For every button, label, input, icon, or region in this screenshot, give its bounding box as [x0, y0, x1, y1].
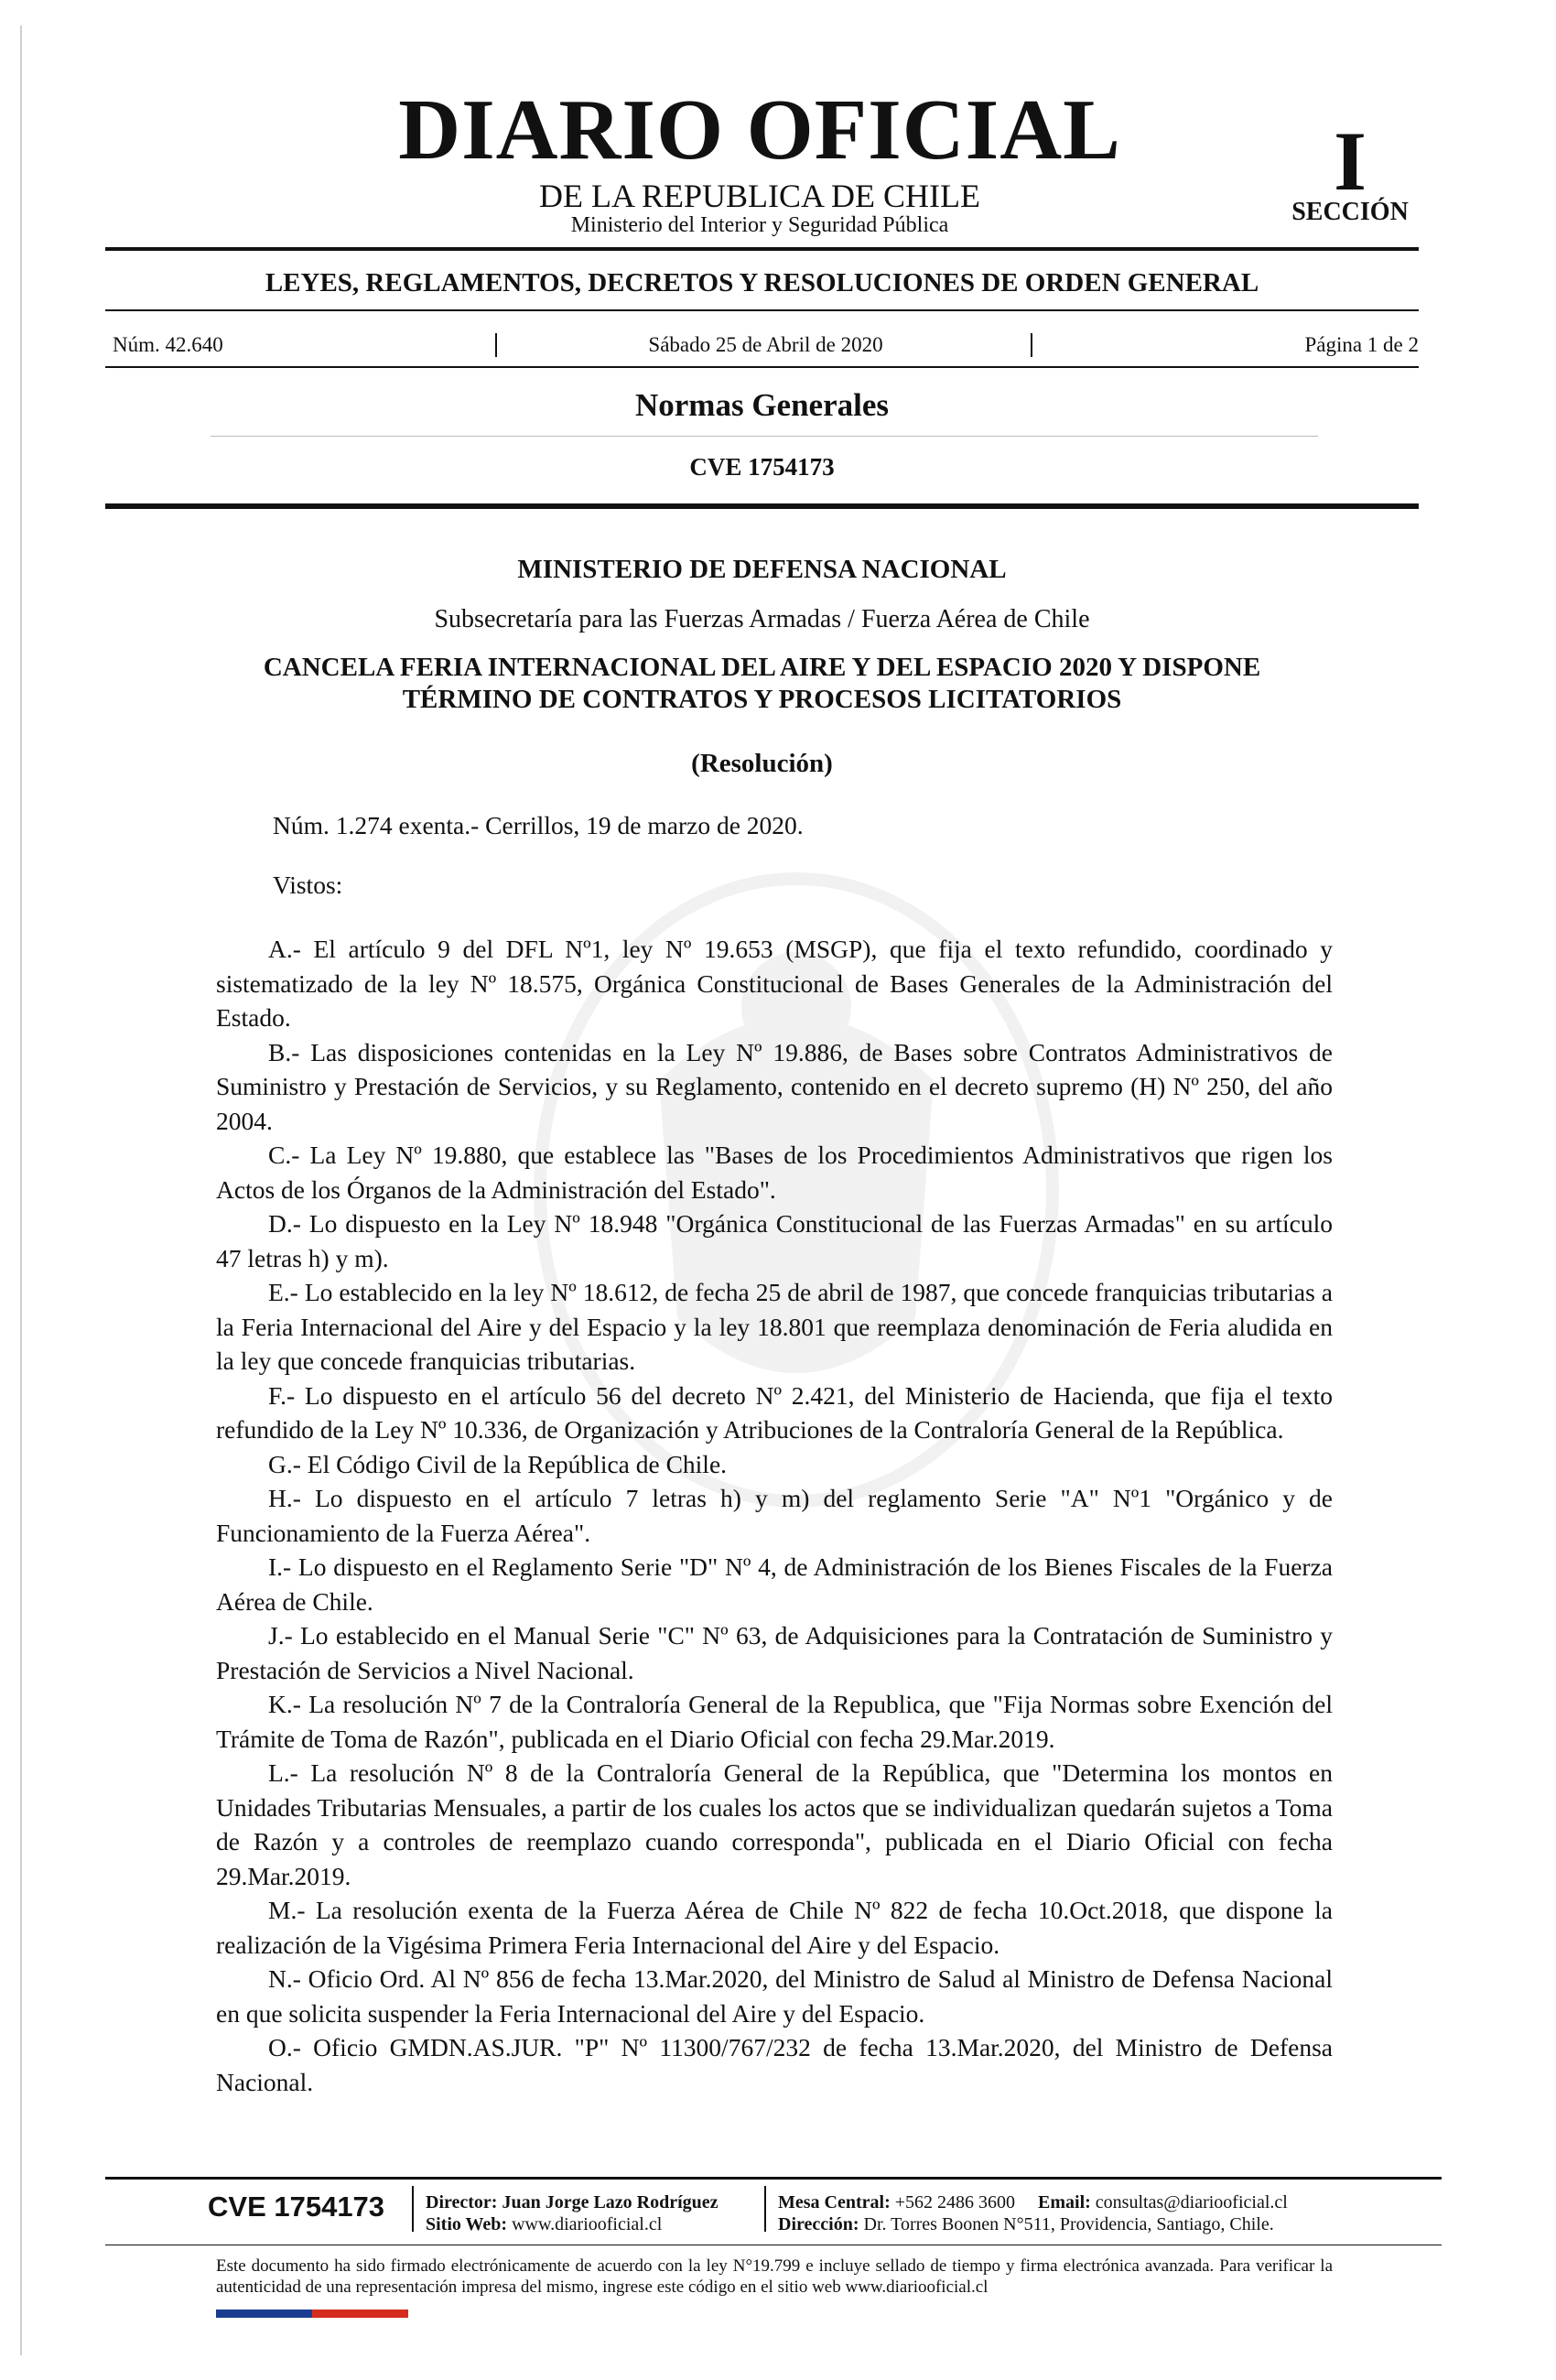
category-heading: Normas Generales — [634, 387, 889, 423]
issue-meta-row — [113, 331, 1419, 359]
vistos-label: Vistos: — [273, 871, 343, 899]
visto-item: H.- Lo dispuesto en el artículo 7 letras h) y m) del reglamento Serie "A" Nº1 "Orgánico y de Funcionamiento de la Fuerza Aérea". — [216, 1484, 1333, 1547]
vistos-list — [216, 932, 1333, 2099]
visto-item: A.- El artículo 9 del DFL Nº1, ley Nº 19.653 (MSGP), que fija el texto refundido, coordinado y sistematizado de la ley Nº 18.575, Orgánica Constitucional de Bases Generales de la Administración del Estado. — [216, 935, 1333, 1032]
footer-cve-code: CVE 1754173 — [208, 2191, 385, 2223]
section-label: SECCIÓN — [1291, 198, 1409, 226]
header-thick-rule — [105, 503, 1419, 509]
document-type: (Resolución) — [691, 749, 833, 778]
visto-item: L.- La resolución Nº 8 de la Contraloría General de la República, que "Determina los montos en Unidades Tributarias Mensuales, a partir de los cuales los actos que se individualizan quedarán sujetos a Toma de Razón y a controles de reemplazo cuando corresponda", publicada en el Diario Oficial con fecha 29.Mar.2019. — [216, 1758, 1333, 1890]
footer-separator — [764, 2186, 766, 2232]
masthead-rule — [105, 247, 1419, 251]
resolution-title-line: TÉRMINO DE CONTRATOS Y PROCESOS LICITATORIOS — [402, 685, 1122, 714]
category-divider — [211, 436, 1318, 437]
email-label: Email: — [1038, 2192, 1091, 2212]
visto-item: K.- La resolución Nº 7 de la Contraloría General de la Republica, que "Fija Normas sobre Exención del Trámite de Toma de Razón", publicada en el Diario Oficial con fecha 29.Mar.2019. — [216, 1690, 1333, 1753]
site-label: Sitio Web: — [426, 2214, 508, 2234]
scan-edge-line — [20, 26, 22, 2355]
footer-rule-top — [105, 2177, 1442, 2180]
visto-item: J.- Lo establecido en el Manual Serie "C" Nº 63, de Adquisiciones para la Contratación de Suministro y Prestación de Servicios a Nivel Nacional. — [216, 1621, 1333, 1684]
newspaper-title: DIARIO OFICIAL — [398, 82, 1121, 178]
address-value: Dr. Torres Boonen N°511, Providencia, Santiago, Chile. — [863, 2214, 1274, 2234]
issue-date: Sábado 25 de Abril de 2020 — [648, 333, 883, 356]
masthead — [101, 82, 1419, 247]
visto-item: I.- Lo dispuesto en el Reglamento Serie "D" Nº 4, de Administración de los Bienes Fiscales de la Fuerza Aérea de Chile. — [216, 1552, 1333, 1616]
resolution-title — [105, 652, 1419, 716]
visto-item: N.- Oficio Ord. Al Nº 856 de fecha 13.Mar.2020, del Ministro de Salud al Ministro de Defensa Nacional en que solicita suspender la Feria Internacional del Aire y del Espacio. — [216, 1964, 1333, 2028]
flag-stripe-blue — [216, 2310, 312, 2318]
newspaper-subtitle: DE LA REPUBLICA DE CHILE — [539, 178, 980, 214]
ministry-line: Ministerio del Interior y Seguridad Pública — [570, 213, 949, 237]
footer-authenticity-note: Este documento ha sido firmado electrónicamente de acuerdo con la ley N°19.799 e incluye sellado de tiempo y firma electrónica avanzada. Para verificar la autenticidad de una representación impresa del mismo, ingrese este código en el sitio web www.diariooficial.cl — [216, 2256, 1333, 2297]
section-number: I — [1334, 114, 1367, 208]
flag-stripe-red — [312, 2310, 408, 2318]
resolution-number-line: Núm. 1.274 exenta.- Cerrillos, 19 de marzo de 2020. — [273, 811, 804, 839]
visto-item: O.- Oficio GMDN.AS.JUR. "P" Nº 11300/767/232 de fecha 13.Mar.2020, del Ministro de Defensa Nacional. — [216, 2033, 1333, 2096]
visto-item: C.- La Ley Nº 19.880, que establece las "Bases de los Procedimientos Administrativos que rigen los Actos de los Órganos de la Administración del Estado". — [216, 1141, 1333, 1204]
site-url[interactable]: www.diariooficial.cl — [512, 2214, 663, 2234]
footer-contact-block — [778, 2191, 1288, 2235]
phone-label: Mesa Central: — [778, 2192, 891, 2212]
visto-item: B.- Las disposiciones contenidas en la Ley Nº 19.886, de Bases sobre Contratos Administrativos de Suministro y Prestación de Servicios, y su Reglamento, contenido en el decreto supremo (H) Nº 250, del año 2004. — [216, 1037, 1333, 1135]
address-label: Dirección: — [778, 2214, 859, 2234]
email-value[interactable]: consultas@diariooficial.cl — [1095, 2192, 1288, 2212]
ministry-heading: MINISTERIO DE DEFENSA NACIONAL — [517, 555, 1007, 584]
visto-item: E.- Lo establecido en la ley Nº 18.612, de fecha 25 de abril de 1987, que concede franquicias tributarias a la Feria Internacional del Aire y del Espacio y la ley 18.801 que reemplaza denominación de Feria aludida en la ley que concede franquicias tributarias. — [216, 1278, 1333, 1375]
visto-item: D.- Lo dispuesto en la Ley Nº 18.948 "Orgánica Constitucional de las Fuerzas Armadas" en su artículo 47 letras h) y m). — [216, 1209, 1333, 1272]
director-label: Director: — [426, 2192, 498, 2212]
visto-item: G.- El Código Civil de la República de Chile. — [268, 1449, 728, 1478]
footer-separator — [412, 2186, 414, 2232]
band-title: LEYES, REGLAMENTOS, DECRETOS Y RESOLUCIONES DE ORDEN GENERAL — [265, 268, 1259, 298]
subsecretaria-heading: Subsecretaría para las Fuerzas Armadas / Fuerza Aérea de Chile — [434, 605, 1090, 633]
issue-number: Núm. 42.640 — [113, 333, 223, 356]
footer-director-block — [426, 2191, 719, 2235]
band-rule-top — [105, 309, 1419, 311]
director-name: Juan Jorge Lazo Rodríguez — [502, 2192, 719, 2212]
visto-item: F.- Lo dispuesto en el artículo 56 del decreto Nº 2.421, del Ministerio de Hacienda, que fija el texto refundido de la Ley Nº 10.336, de Organización y Atribuciones de la Contraloría General de la República. — [216, 1380, 1333, 1444]
cve-code: CVE 1754173 — [689, 453, 835, 481]
meta-rule — [105, 366, 1419, 368]
meta-separator — [1031, 333, 1032, 357]
phone-value: +562 2486 3600 — [894, 2192, 1016, 2212]
resolution-title-line: CANCELA FERIA INTERNACIONAL DEL AIRE Y DEL ESPACIO 2020 Y DISPONE — [263, 653, 1261, 682]
visto-item: M.- La resolución exenta de la Fuerza Aérea de Chile Nº 822 de fecha 10.Oct.2018, que dispone la realización de la Vigésima Primera Feria Internacional del Aire y del Espacio. — [216, 1896, 1333, 1959]
page-indicator: Página 1 de 2 — [1304, 333, 1419, 356]
